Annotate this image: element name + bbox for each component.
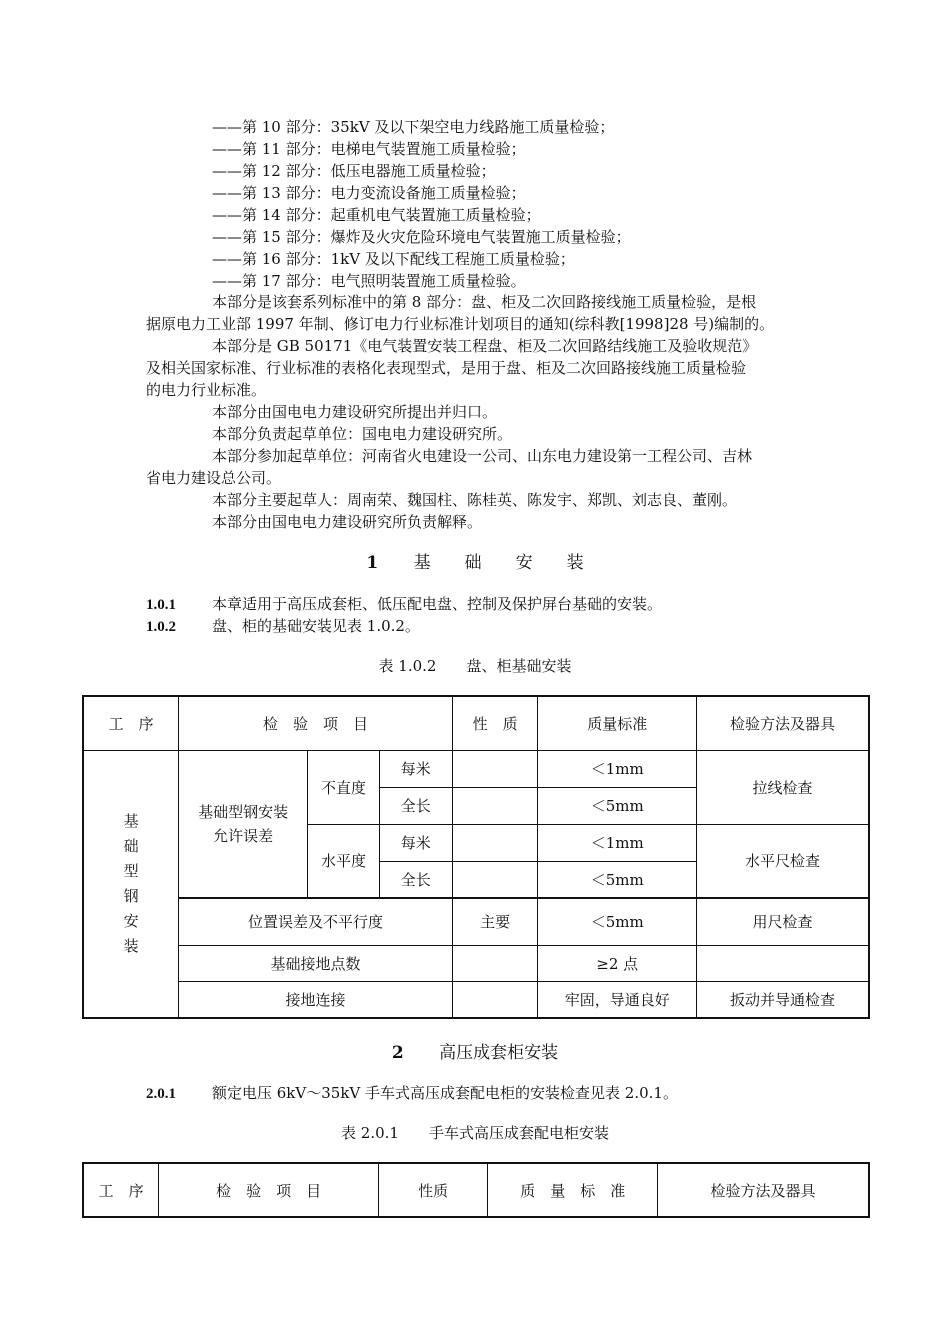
list-item: ——第 12 部分：低压电器施工质量检验； xyxy=(212,162,496,180)
list-item: ——第 11 部分：电梯电气装置施工质量检验； xyxy=(212,140,526,158)
table-header-row xyxy=(83,696,869,750)
list-item: ——第 10 部分：35kV 及以下架空电力线路施工质量检验； xyxy=(212,118,615,136)
table-cell xyxy=(452,824,538,861)
table-cell: 全长 xyxy=(379,861,452,898)
table-cell xyxy=(452,945,538,981)
table-cell xyxy=(452,981,538,1018)
table-cell: 接地连接 xyxy=(179,981,452,1018)
table-cell: ＜5mm xyxy=(538,861,697,898)
table-row xyxy=(83,945,869,981)
table-cell: ≥2 点 xyxy=(538,945,697,981)
process-cell: 基 础 型 钢 安 装 xyxy=(83,750,179,1018)
table-cell: 水平尺检查 xyxy=(697,824,869,898)
table-cell: 扳动并导通检查 xyxy=(697,981,869,1018)
list-item: ——第 15 部分：爆炸及火灾危险环境电气装置施工质量检验； xyxy=(212,228,631,246)
section-heading: 1 基 础 安 装 xyxy=(366,553,584,573)
table-cell: 位置误差及不平行度 xyxy=(179,898,452,945)
table-cell: 用尺检查 xyxy=(697,898,869,945)
paragraph: 本部分是 GB 50171《电气装置安装工程盘、柜及二次回路结线施工及验收规范》 及相关国家标准、行业标准的表格化表现型式，是用于盘、柜及二次回路接线施工质量检验 的电力行业标准。 xyxy=(146,337,758,399)
paragraph: 本部分由国电电力建设研究所提出并归口。 xyxy=(212,403,498,421)
foundation-table xyxy=(82,695,870,1019)
item-group-cell: 基础型钢安装允许误差 xyxy=(179,750,308,898)
paragraph: 本部分是该套系列标准中的第 8 部分：盘、柜及二次回路接线施工质量检验，是根 据原电力工业部 1997 年制、修订电力行业标准计划项目的通知(综科教[1998]28 号)编制的。 xyxy=(146,293,775,333)
table-caption: 表 2.0.1 手车式高压成套配电柜安装 xyxy=(341,1124,609,1142)
table-cell: 每米 xyxy=(379,824,452,861)
table-cell: 基础接地点数 xyxy=(179,945,452,981)
switchgear-table xyxy=(82,1162,870,1218)
table-cell: 全长 xyxy=(379,787,452,824)
table-cell xyxy=(452,787,538,824)
table-cell xyxy=(452,750,538,787)
clause: 1.0.2 盘、柜的基础安装见表 1.0.2。 xyxy=(146,617,420,635)
header-cell: 性质 xyxy=(378,1163,488,1217)
header-cell: 性 质 xyxy=(452,696,538,750)
list-item: ——第 13 部分：电力变流设备施工质量检验； xyxy=(212,184,526,202)
header-cell: 检 验 项 目 xyxy=(179,696,452,750)
list-item: ——第 14 部分：起重机电气装置施工质量检验； xyxy=(212,206,541,224)
header-cell: 工 序 xyxy=(83,1163,159,1217)
header-cell: 工 序 xyxy=(83,696,179,750)
header-cell: 检 验 项 目 xyxy=(159,1163,378,1217)
section-heading: 2 高压成套柜安装 xyxy=(391,1043,559,1063)
table-cell xyxy=(452,861,538,898)
table-cell: ＜5mm xyxy=(538,898,697,945)
table-cell: 牢固，导通良好 xyxy=(538,981,697,1018)
table-cell: ＜5mm xyxy=(538,787,697,824)
header-cell: 检验方法及器具 xyxy=(697,696,869,750)
clause: 1.0.1 本章适用于高压成套柜、低压配电盘、控制及保护屏台基础的安装。 xyxy=(146,595,663,613)
table-cell xyxy=(697,945,869,981)
table-header-row xyxy=(83,1163,869,1217)
table-cell: 主要 xyxy=(452,898,538,945)
header-cell: 质量标准 xyxy=(538,696,697,750)
header-cell: 质 量 标 准 xyxy=(488,1163,658,1217)
clause: 2.0.1 额定电压 6kV～35kV 手车式高压成套配电柜的安装检查见表 2.0.1。 xyxy=(146,1084,678,1102)
header-cell: 检验方法及器具 xyxy=(658,1163,869,1217)
table-row xyxy=(83,898,869,945)
paragraph: 本部分参加起草单位：河南省火电建设一公司、山东电力建设第一工程公司、吉林 省电力建设总公司。 xyxy=(146,447,753,487)
table-cell: ＜1mm xyxy=(538,824,697,861)
table-cell: ＜1mm xyxy=(538,750,697,787)
table-row xyxy=(83,750,869,787)
table-caption: 表 1.0.2 盘、柜基础安装 xyxy=(378,657,572,675)
list-item: ——第 17 部分：电气照明装置施工质量检验。 xyxy=(212,272,526,290)
straightness-cell: 不直度 xyxy=(308,750,380,824)
table-cell: 拉线检查 xyxy=(697,750,869,824)
list-item: ——第 16 部分：1kV 及以下配线工程施工质量检验； xyxy=(212,250,575,268)
paragraph: 本部分由国电电力建设研究所负责解释。 xyxy=(212,513,483,531)
table-row xyxy=(83,981,869,1018)
levelness-cell: 水平度 xyxy=(308,824,380,898)
paragraph: 本部分负责起草单位：国电电力建设研究所。 xyxy=(212,425,513,443)
paragraph: 本部分主要起草人：周南荣、魏国柱、陈桂英、陈发宇、郑凯、刘志良、董刚。 xyxy=(212,491,738,509)
table-cell: 每米 xyxy=(379,750,452,787)
